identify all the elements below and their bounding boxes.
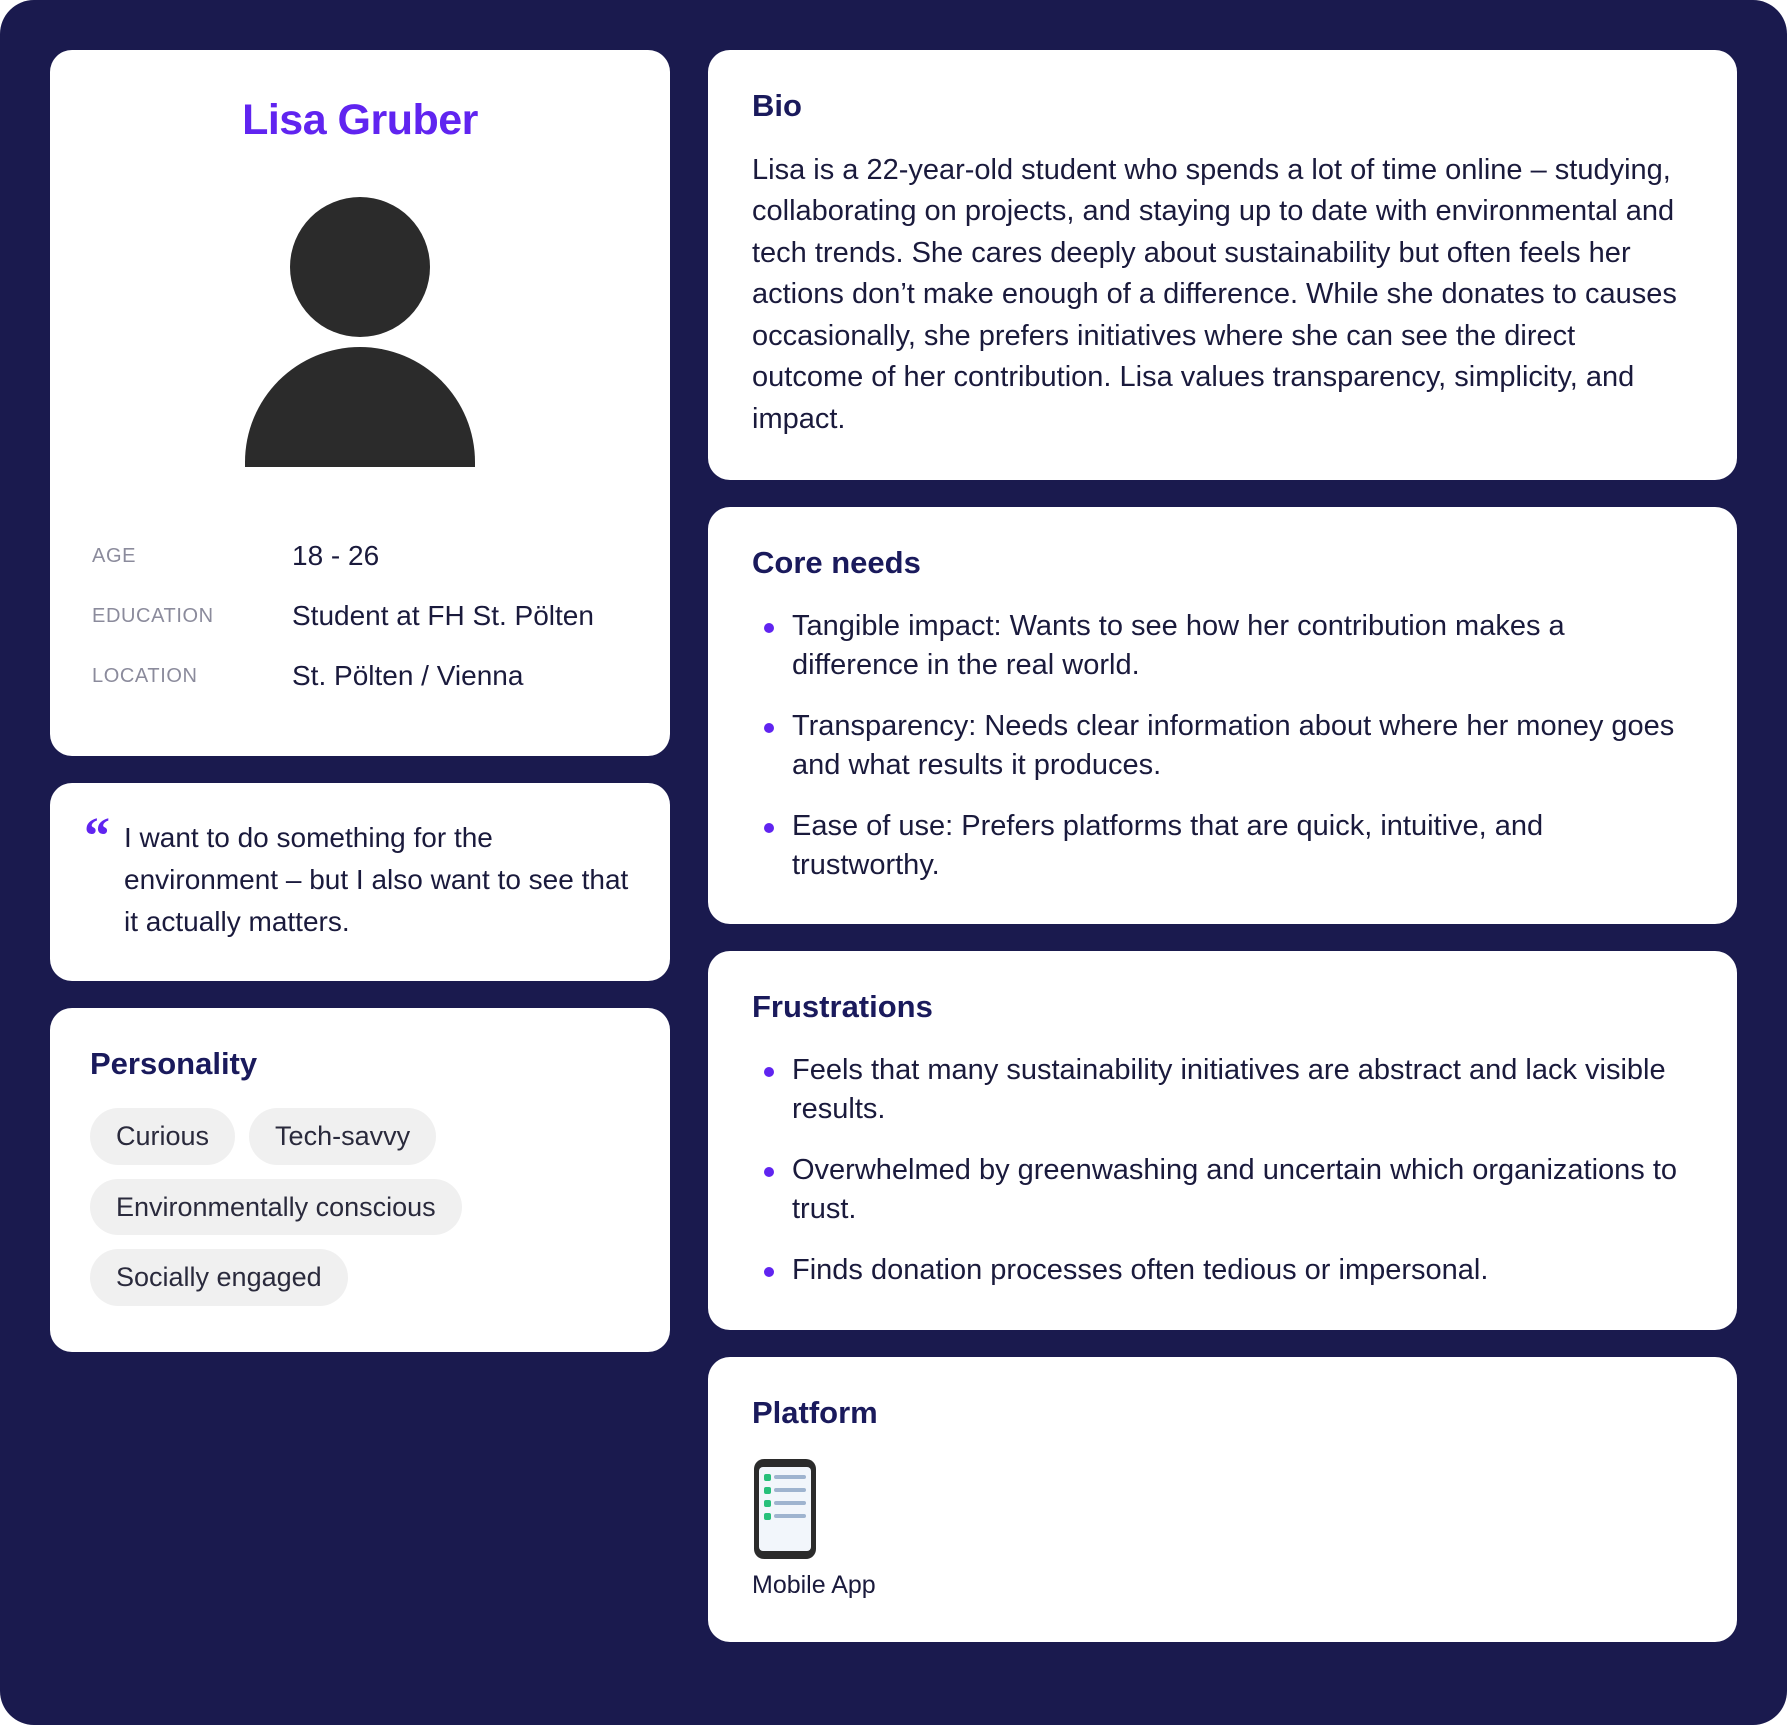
list-item: Transparency: Needs clear information about where her money goes and what results it produces. (752, 707, 1693, 785)
list-item: Feels that many sustainability initiatives are abstract and lack visible results. (752, 1051, 1693, 1129)
fact-row (92, 537, 628, 575)
bio-text: Lisa is a 22-year-old student who spends a lot of time online – studying, collaborating on projects, and staying up to date with environmental and tech trends. She cares deeply about sustainability but often feels her actions don’t make enough of a difference. While she donates to causes occasionally, she prefers initiatives where she can see the direct outcome of her contribution. Lisa values transparency, simplicity, and impact. (752, 154, 1677, 435)
tag-environmentally-conscious: Environmentally conscious (90, 1179, 462, 1235)
quote-text: I want to do something for the environment – but I also want to see that it actually matters. (124, 822, 629, 938)
right-column (708, 50, 1737, 1675)
frustrations-card (708, 951, 1737, 1329)
quote-card (50, 783, 670, 981)
personality-tags (90, 1108, 630, 1305)
core-needs-title: Core needs (752, 545, 921, 581)
list-item: Ease of use: Prefers platforms that are quick, intuitive, and trustworthy. (752, 807, 1693, 885)
frustrations-title: Frustrations (752, 989, 933, 1025)
fact-row (92, 597, 628, 635)
quote-icon: “ (84, 808, 110, 866)
core-needs-list (752, 607, 1693, 884)
text-bar (774, 1501, 806, 1505)
platform-title: Platform (752, 1394, 878, 1430)
check-icon (764, 1474, 771, 1481)
bio-card (708, 50, 1737, 480)
check-icon (764, 1500, 771, 1507)
core-needs-card (708, 507, 1737, 924)
list-item: Tangible impact: Wants to see how her contribution makes a difference in the real world. (752, 607, 1693, 685)
fact-label-education: EDUCATION (92, 604, 214, 627)
phone-screen-line (764, 1500, 806, 1507)
text-bar (774, 1475, 806, 1479)
phone-screen (759, 1467, 811, 1551)
profile-card (50, 50, 670, 756)
bio-title: Bio (752, 88, 802, 123)
mobile-phone-icon (754, 1459, 816, 1559)
fact-value-age: 18 - 26 (292, 540, 380, 571)
check-icon (764, 1487, 771, 1494)
tag-tech-savvy: Tech-savvy (249, 1108, 436, 1164)
avatar-body (245, 347, 475, 467)
phone-screen-line (764, 1513, 806, 1520)
fact-label-location: LOCATION (92, 664, 198, 687)
frustrations-list (752, 1051, 1693, 1289)
platform-item-mobile-app (752, 1459, 892, 1600)
user-avatar-icon (240, 187, 480, 427)
left-column (50, 50, 670, 1675)
list-item: Finds donation processes often tedious or impersonal. (752, 1251, 1693, 1290)
list-item: Overwhelmed by greenwashing and uncertain which organizations to trust. (752, 1151, 1693, 1229)
check-icon (764, 1513, 771, 1520)
avatar-head (290, 197, 430, 337)
fact-row (92, 657, 628, 695)
fact-label-age: AGE (92, 545, 137, 567)
profile-facts (92, 537, 628, 694)
text-bar (774, 1514, 806, 1518)
phone-screen-line (764, 1487, 806, 1494)
phone-screen-line (764, 1474, 806, 1481)
text-bar (774, 1488, 806, 1492)
platform-label: Mobile App (752, 1570, 876, 1599)
fact-value-location: St. Pölten / Vienna (292, 659, 524, 691)
tag-socially-engaged: Socially engaged (90, 1249, 348, 1305)
personality-card (50, 1008, 670, 1351)
page-title: Lisa Gruber (242, 96, 478, 144)
fact-value-education: Student at FH St. Pölten (292, 599, 594, 631)
personality-title: Personality (90, 1046, 258, 1082)
platform-card (708, 1357, 1737, 1642)
tag-curious: Curious (90, 1108, 235, 1164)
